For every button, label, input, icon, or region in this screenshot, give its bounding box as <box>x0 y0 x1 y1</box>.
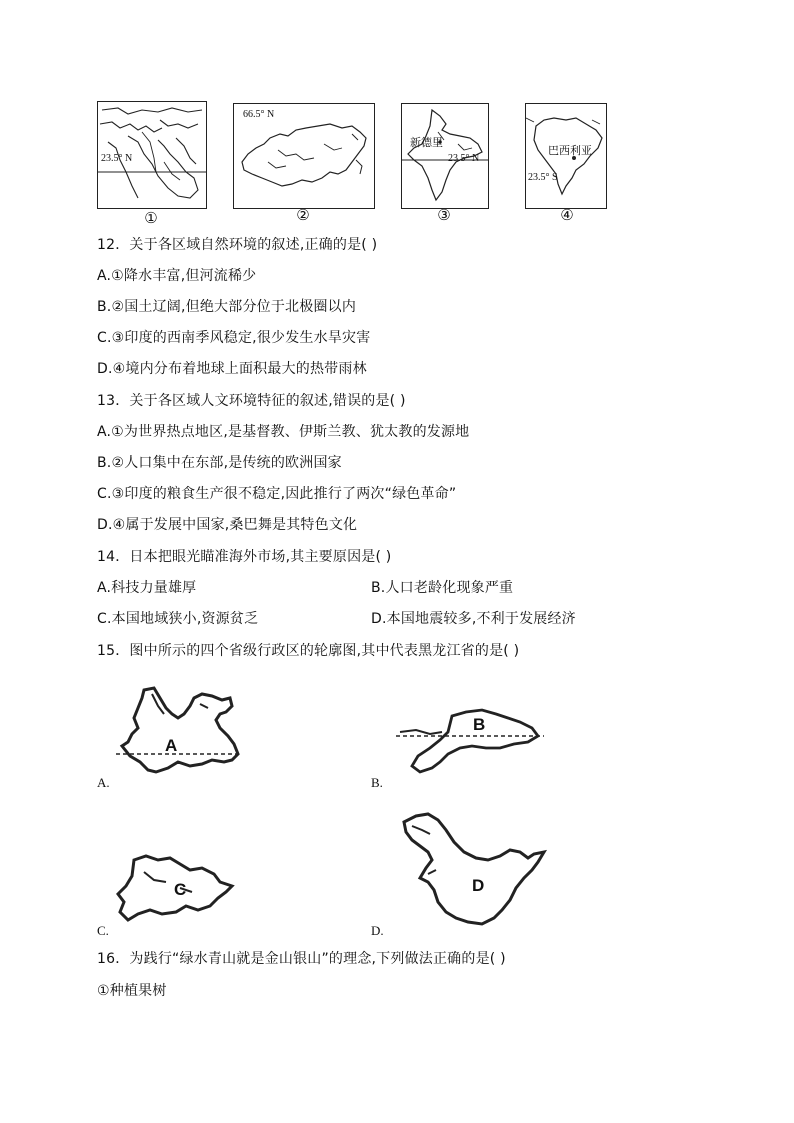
question-12-stem: 12．关于各区域自然环境的叙述,正确的是( ) <box>97 237 378 253</box>
region-maps <box>97 101 617 226</box>
question-15-option-c: C. <box>97 923 109 938</box>
map-russia <box>233 103 375 209</box>
question-12-option-b: B.②国土辽阔,但绝大部分位于北极圈以内 <box>97 299 357 315</box>
map-number-3: ③ <box>437 206 451 224</box>
map-city-label: 巴西利亚 <box>548 145 592 157</box>
question-15-stem: 15．图中所示的四个省级行政区的轮廓图,其中代表黑龙江省的是( ) <box>97 643 520 659</box>
province-outline-a <box>112 684 242 780</box>
question-16-item-1: ①种植果树 <box>97 983 167 999</box>
question-15-option-b: B. <box>371 775 383 790</box>
question-14-option-d: D.本国地震较多,不利于发展经济 <box>371 611 576 627</box>
question-14-stem: 14．日本把眼光瞄准海外市场,其主要原因是( ) <box>97 549 392 565</box>
map-label: 23.5° N <box>101 153 133 164</box>
map-number-4: ④ <box>560 206 574 224</box>
province-outline-c <box>114 852 238 922</box>
map-middle-east <box>97 101 207 209</box>
question-13-option-d: D.④属于发展中国家,桑巴舞是其特色文化 <box>97 517 358 533</box>
question-12-option-a: A.①降水丰富,但河流稀少 <box>97 268 257 284</box>
question-16-stem: 16．为践行“绿水青山就是金山银山”的理念,下列做法正确的是( ) <box>97 951 506 967</box>
map-india <box>401 103 489 209</box>
map-label: 23.5° S <box>528 172 558 183</box>
shape-label-b: B <box>473 715 486 734</box>
question-13-option-c: C.③印度的粮食生产很不稳定,因此推行了两次“绿色革命” <box>97 486 457 502</box>
shape-label-c: C <box>174 880 187 899</box>
map-label: 66.5° N <box>243 109 275 120</box>
map-label: 23.5° N <box>448 153 480 164</box>
shape-label-d: D <box>472 876 485 895</box>
map-number-1: ① <box>144 209 158 227</box>
question-12-option-d: D.④境内分布着地球上面积最大的热带雨林 <box>97 361 367 377</box>
question-14-option-a: A.科技力量雄厚 <box>97 580 197 596</box>
question-13-stem: 13．关于各区域人文环境特征的叙述,错误的是( ) <box>97 393 406 409</box>
map-brazil <box>525 103 607 209</box>
map-number-2: ② <box>296 206 310 224</box>
question-13-option-b: B.②人口集中在东部,是传统的欧洲国家 <box>97 455 342 471</box>
question-14-option-c: C.本国地域狭小,资源贫乏 <box>97 611 259 627</box>
question-14-option-b: B.人口老龄化现象严重 <box>371 580 514 596</box>
question-12-option-c: C.③印度的西南季风稳定,很少发生水旱灾害 <box>97 330 371 346</box>
question-15-option-d: D. <box>371 923 384 938</box>
province-outline-b <box>396 708 546 778</box>
question-15-option-a: A. <box>97 775 110 790</box>
shape-label-a: A <box>165 736 178 755</box>
province-outline-d <box>398 808 550 930</box>
map-city-label: 新德里 <box>410 137 443 149</box>
question-13-option-a: A.①为世界热点地区,是基督教、伊斯兰教、犹太教的发源地 <box>97 424 470 440</box>
